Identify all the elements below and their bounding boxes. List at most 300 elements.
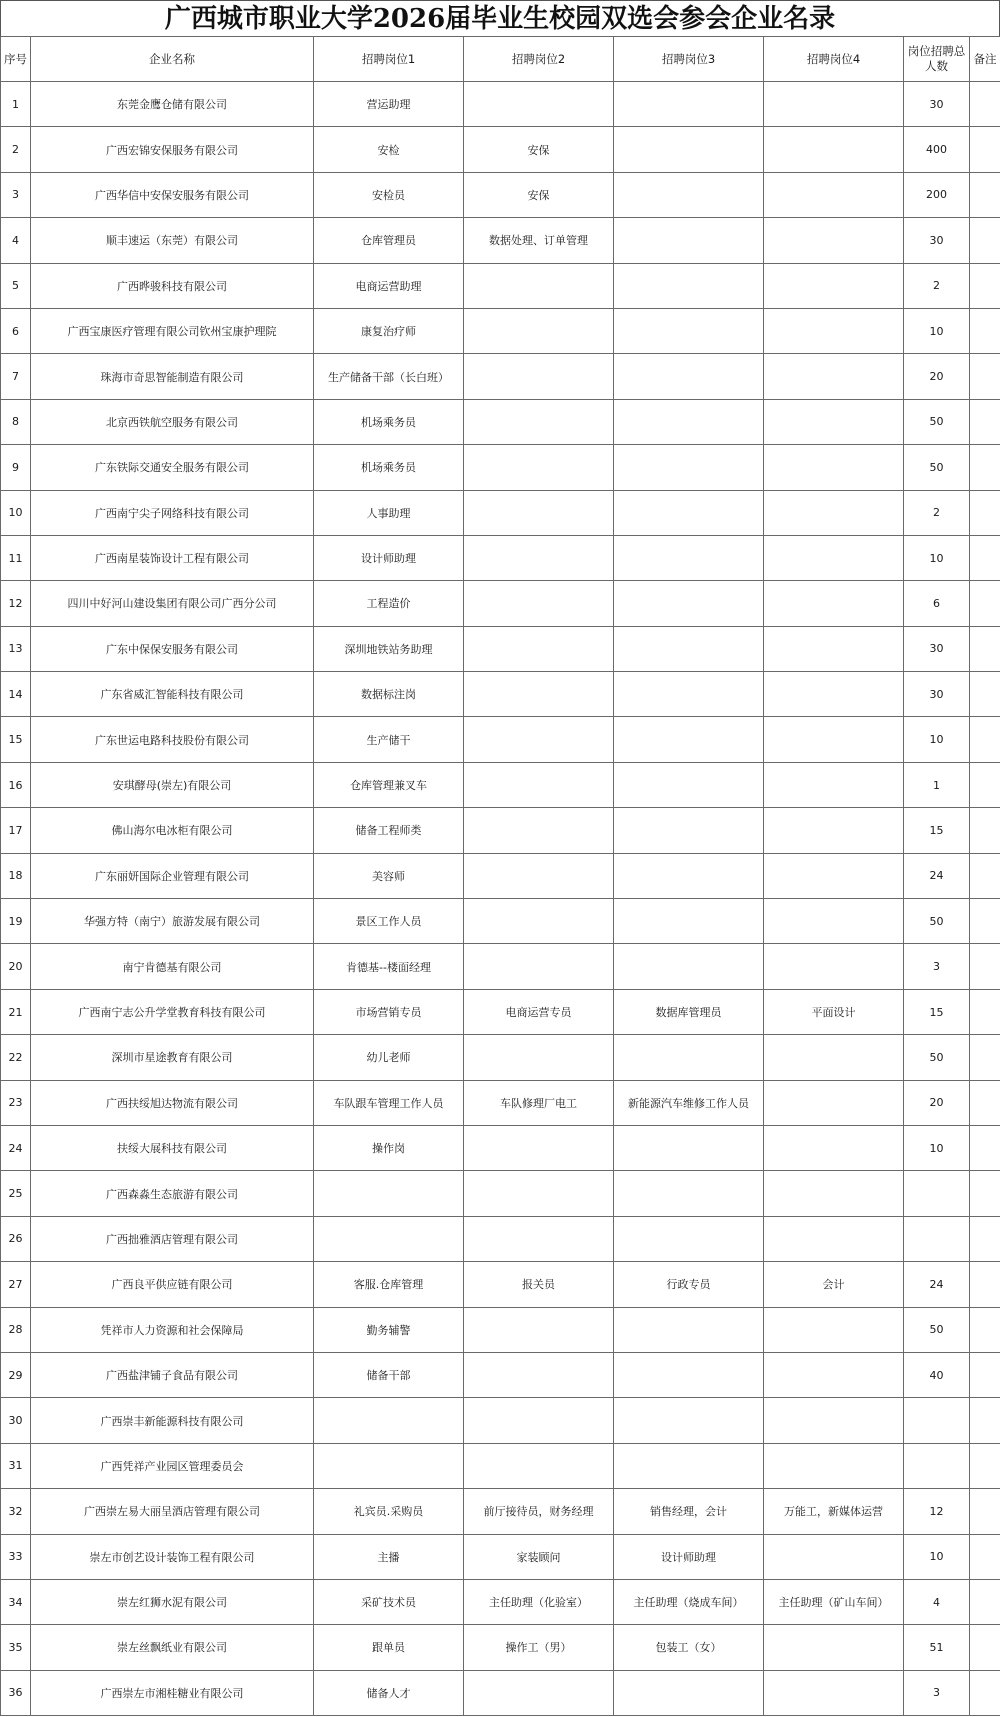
cell-job4: 主任助理（矿山车间）: [764, 1579, 904, 1624]
table-row: [1, 1670, 1000, 1715]
table-row: [1, 172, 1000, 217]
cell-job2: [464, 263, 614, 308]
header-job1: 招聘岗位1: [314, 37, 464, 82]
cell-job3: 新能源汽车维修工作人员: [614, 1080, 764, 1125]
cell-job4: [764, 218, 904, 263]
cell-job2: 主任助理（化验室）: [464, 1579, 614, 1624]
cell-no: 15: [1, 717, 31, 762]
header-note: 备注: [970, 37, 1000, 82]
cell-job2: 前厅接待员，财务经理: [464, 1489, 614, 1534]
cell-job2: [464, 1171, 614, 1216]
table-row: [1, 1443, 1000, 1488]
cell-note: [970, 1489, 1000, 1534]
cell-job2: [464, 581, 614, 626]
cell-job1: 安检: [314, 127, 464, 172]
cell-company: 佛山海尔电冰柜有限公司: [31, 808, 314, 853]
table-row: [1, 989, 1000, 1034]
cell-total: 20: [904, 354, 970, 399]
cell-no: 13: [1, 626, 31, 671]
cell-job2: [464, 1443, 614, 1488]
cell-job3: [614, 808, 764, 853]
cell-note: [970, 853, 1000, 898]
cell-job4: [764, 445, 904, 490]
cell-no: 34: [1, 1579, 31, 1624]
cell-job4: [764, 1035, 904, 1080]
cell-job2: [464, 82, 614, 127]
cell-job2: [464, 626, 614, 671]
cell-note: [970, 1125, 1000, 1170]
cell-note: [970, 172, 1000, 217]
cell-note: [970, 672, 1000, 717]
cell-job3: 销售经理，会计: [614, 1489, 764, 1534]
cell-job3: [614, 1125, 764, 1170]
cell-no: 28: [1, 1307, 31, 1352]
cell-job1: 生产储备干部（长白班）: [314, 354, 464, 399]
cell-job4: [764, 1080, 904, 1125]
cell-job1: 深圳地铁站务助理: [314, 626, 464, 671]
header-total: 岗位招聘总人数: [904, 37, 970, 82]
cell-job3: [614, 1670, 764, 1715]
cell-company: 顺丰速运（东莞）有限公司: [31, 218, 314, 263]
cell-note: [970, 944, 1000, 989]
cell-job3: [614, 354, 764, 399]
cell-job4: [764, 944, 904, 989]
cell-total: 15: [904, 808, 970, 853]
cell-no: 24: [1, 1125, 31, 1170]
cell-job2: [464, 762, 614, 807]
cell-job4: [764, 1534, 904, 1579]
cell-no: 14: [1, 672, 31, 717]
cell-total: 30: [904, 626, 970, 671]
cell-no: 29: [1, 1352, 31, 1397]
cell-job3: 设计师助理: [614, 1534, 764, 1579]
cell-job1: 机场乘务员: [314, 399, 464, 444]
header-no: 序号: [1, 37, 31, 82]
cell-job1: 车队跟车管理工作人员: [314, 1080, 464, 1125]
cell-job1: 工程造价: [314, 581, 464, 626]
cell-note: [970, 1534, 1000, 1579]
cell-job2: 车队修理厂电工: [464, 1080, 614, 1125]
cell-no: 26: [1, 1216, 31, 1261]
cell-total: 200: [904, 172, 970, 217]
cell-company: 广西晔骏科技有限公司: [31, 263, 314, 308]
table-row: [1, 672, 1000, 717]
cell-total: 50: [904, 1307, 970, 1352]
cell-job2: [464, 1216, 614, 1261]
cell-company: 四川中好河山建设集团有限公司广西分公司: [31, 581, 314, 626]
cell-company: 广西南宁志公升学堂教育科技有限公司: [31, 989, 314, 1034]
cell-job4: [764, 717, 904, 762]
cell-note: [970, 1307, 1000, 1352]
table-row: [1, 1398, 1000, 1443]
cell-note: [970, 1352, 1000, 1397]
cell-total: 20: [904, 1080, 970, 1125]
cell-job4: [764, 354, 904, 399]
cell-company: 广东铁际交通安全服务有限公司: [31, 445, 314, 490]
cell-note: [970, 127, 1000, 172]
cell-note: [970, 1670, 1000, 1715]
cell-total: 2: [904, 490, 970, 535]
company-table: [0, 36, 1000, 1716]
table-row: [1, 581, 1000, 626]
cell-no: 6: [1, 308, 31, 353]
cell-note: [970, 1171, 1000, 1216]
cell-total: 50: [904, 399, 970, 444]
cell-total: 10: [904, 308, 970, 353]
cell-company: 广东省威汇智能科技有限公司: [31, 672, 314, 717]
cell-company: 广东丽妍国际企业管理有限公司: [31, 853, 314, 898]
cell-job1: 营运助理: [314, 82, 464, 127]
cell-note: [970, 762, 1000, 807]
cell-no: 18: [1, 853, 31, 898]
cell-total: 1: [904, 762, 970, 807]
cell-job1: 美容师: [314, 853, 464, 898]
cell-job3: [614, 717, 764, 762]
cell-total: 50: [904, 1035, 970, 1080]
cell-note: [970, 626, 1000, 671]
cell-company: 北京西铁航空服务有限公司: [31, 399, 314, 444]
cell-note: [970, 218, 1000, 263]
cell-job3: [614, 899, 764, 944]
cell-job3: [614, 1443, 764, 1488]
cell-total: 50: [904, 445, 970, 490]
cell-job3: 主任助理（烧成车间）: [614, 1579, 764, 1624]
cell-job2: [464, 944, 614, 989]
cell-job2: [464, 399, 614, 444]
cell-total: 4: [904, 1579, 970, 1624]
cell-job1: 人事助理: [314, 490, 464, 535]
cell-job3: [614, 445, 764, 490]
cell-note: [970, 82, 1000, 127]
cell-no: 11: [1, 535, 31, 580]
cell-no: 30: [1, 1398, 31, 1443]
cell-company: 广西拙雅酒店管理有限公司: [31, 1216, 314, 1261]
cell-job3: [614, 172, 764, 217]
cell-note: [970, 1625, 1000, 1670]
cell-job1: 设计师助理: [314, 535, 464, 580]
cell-job4: [764, 535, 904, 580]
cell-no: 16: [1, 762, 31, 807]
cell-note: [970, 1035, 1000, 1080]
cell-job1: 仓库管理员: [314, 218, 464, 263]
cell-total: 10: [904, 1125, 970, 1170]
cell-job2: [464, 808, 614, 853]
cell-total: 30: [904, 218, 970, 263]
cell-job4: [764, 1670, 904, 1715]
table-row: [1, 1307, 1000, 1352]
cell-no: 21: [1, 989, 31, 1034]
cell-job1: 幼儿老师: [314, 1035, 464, 1080]
cell-note: [970, 1080, 1000, 1125]
cell-job2: 安保: [464, 172, 614, 217]
cell-job1: 客服.仓库管理: [314, 1262, 464, 1307]
table-row: [1, 1534, 1000, 1579]
cell-note: [970, 1443, 1000, 1488]
cell-no: 19: [1, 899, 31, 944]
header-job2: 招聘岗位2: [464, 37, 614, 82]
cell-job1: [314, 1398, 464, 1443]
cell-company: 广西南星装饰设计工程有限公司: [31, 535, 314, 580]
table-row: [1, 354, 1000, 399]
cell-job1: [314, 1171, 464, 1216]
cell-job3: [614, 762, 764, 807]
cell-job1: 机场乘务员: [314, 445, 464, 490]
table-row: [1, 127, 1000, 172]
cell-job4: [764, 263, 904, 308]
cell-total: 400: [904, 127, 970, 172]
cell-no: 3: [1, 172, 31, 217]
cell-job3: [614, 1352, 764, 1397]
cell-total: 2: [904, 263, 970, 308]
cell-job3: [614, 1216, 764, 1261]
cell-job3: [614, 581, 764, 626]
cell-company: 深圳市星途教育有限公司: [31, 1035, 314, 1080]
cell-total: 12: [904, 1489, 970, 1534]
page-title: 广西城市职业大学2026届毕业生校园双选会参会企业名录: [0, 0, 1000, 36]
cell-no: 9: [1, 445, 31, 490]
cell-company: 广西凭祥产业园区管理委员会: [31, 1443, 314, 1488]
cell-note: [970, 399, 1000, 444]
table-row: [1, 218, 1000, 263]
cell-job4: 平面设计: [764, 989, 904, 1034]
table-row: [1, 853, 1000, 898]
cell-job1: 储备干部: [314, 1352, 464, 1397]
cell-job4: [764, 1398, 904, 1443]
table-row: [1, 308, 1000, 353]
cell-company: 广西崇丰新能源科技有限公司: [31, 1398, 314, 1443]
cell-no: 22: [1, 1035, 31, 1080]
cell-total: 50: [904, 899, 970, 944]
cell-job2: [464, 354, 614, 399]
cell-job4: [764, 581, 904, 626]
cell-no: 12: [1, 581, 31, 626]
cell-job4: [764, 1443, 904, 1488]
cell-job4: 万能工，新媒体运营: [764, 1489, 904, 1534]
cell-total: 10: [904, 717, 970, 762]
cell-job1: 储备人才: [314, 1670, 464, 1715]
cell-company: 华强方特（南宁）旅游发展有限公司: [31, 899, 314, 944]
cell-job2: [464, 1352, 614, 1397]
cell-company: 广东世运电路科技股份有限公司: [31, 717, 314, 762]
cell-job2: [464, 1398, 614, 1443]
cell-job3: [614, 218, 764, 263]
cell-no: 7: [1, 354, 31, 399]
cell-job3: [614, 399, 764, 444]
header-job4: 招聘岗位4: [764, 37, 904, 82]
cell-job4: [764, 808, 904, 853]
cell-job4: [764, 82, 904, 127]
table-row: [1, 535, 1000, 580]
cell-company: 广西华信中安保安服务有限公司: [31, 172, 314, 217]
cell-job1: 勤务辅警: [314, 1307, 464, 1352]
cell-job4: [764, 1625, 904, 1670]
cell-job2: 电商运营专员: [464, 989, 614, 1034]
cell-job3: [614, 308, 764, 353]
cell-note: [970, 535, 1000, 580]
cell-job1: 操作岗: [314, 1125, 464, 1170]
cell-job3: [614, 1035, 764, 1080]
table-row: [1, 762, 1000, 807]
cell-job1: 储备工程师类: [314, 808, 464, 853]
table-row: [1, 82, 1000, 127]
cell-company: 广西良平供应链有限公司: [31, 1262, 314, 1307]
table-row: [1, 399, 1000, 444]
cell-job1: [314, 1443, 464, 1488]
cell-job1: 安检员: [314, 172, 464, 217]
cell-no: 32: [1, 1489, 31, 1534]
cell-company: 扶绥大展科技有限公司: [31, 1125, 314, 1170]
cell-job3: [614, 263, 764, 308]
cell-company: 广西盐津铺子食品有限公司: [31, 1352, 314, 1397]
cell-job4: [764, 308, 904, 353]
cell-note: [970, 1216, 1000, 1261]
cell-no: 8: [1, 399, 31, 444]
cell-total: 3: [904, 1670, 970, 1715]
cell-note: [970, 899, 1000, 944]
cell-job3: [614, 82, 764, 127]
cell-job4: [764, 853, 904, 898]
cell-job1: 景区工作人员: [314, 899, 464, 944]
cell-job1: 生产储干: [314, 717, 464, 762]
cell-note: [970, 581, 1000, 626]
cell-total: [904, 1171, 970, 1216]
cell-job3: [614, 626, 764, 671]
table-row: [1, 445, 1000, 490]
table-row: [1, 626, 1000, 671]
cell-job3: [614, 1171, 764, 1216]
cell-no: 2: [1, 127, 31, 172]
cell-company: 崇左丝飘纸业有限公司: [31, 1625, 314, 1670]
cell-note: [970, 308, 1000, 353]
table-row: [1, 1171, 1000, 1216]
cell-job3: [614, 853, 764, 898]
table-row: [1, 1216, 1000, 1261]
cell-no: 35: [1, 1625, 31, 1670]
cell-company: 广西崇左市湘桂糖业有限公司: [31, 1670, 314, 1715]
header-company: 企业名称: [31, 37, 314, 82]
cell-job1: 电商运营助理: [314, 263, 464, 308]
cell-company: 广西森淼生态旅游有限公司: [31, 1171, 314, 1216]
cell-no: 4: [1, 218, 31, 263]
cell-note: [970, 989, 1000, 1034]
cell-job3: 数据库管理员: [614, 989, 764, 1034]
table-row: [1, 1080, 1000, 1125]
table-row: [1, 808, 1000, 853]
cell-job1: 市场营销专员: [314, 989, 464, 1034]
cell-company: 广西崇左易大丽呈酒店管理有限公司: [31, 1489, 314, 1534]
cell-job4: [764, 172, 904, 217]
table-row: [1, 1125, 1000, 1170]
cell-note: [970, 717, 1000, 762]
cell-note: [970, 490, 1000, 535]
cell-note: [970, 1262, 1000, 1307]
cell-job1: 采矿技术员: [314, 1579, 464, 1624]
cell-job1: 礼宾员.采购员: [314, 1489, 464, 1534]
cell-company: 珠海市奇思智能制造有限公司: [31, 354, 314, 399]
cell-job3: [614, 490, 764, 535]
cell-job4: [764, 899, 904, 944]
cell-total: 10: [904, 1534, 970, 1579]
cell-no: 20: [1, 944, 31, 989]
cell-job1: 主播: [314, 1534, 464, 1579]
cell-job4: [764, 672, 904, 717]
cell-no: 23: [1, 1080, 31, 1125]
cell-job4: [764, 490, 904, 535]
cell-job1: 跟单员: [314, 1625, 464, 1670]
cell-job2: [464, 899, 614, 944]
cell-company: 凭祥市人力资源和社会保障局: [31, 1307, 314, 1352]
cell-total: 30: [904, 672, 970, 717]
cell-total: 24: [904, 853, 970, 898]
cell-no: 33: [1, 1534, 31, 1579]
cell-job2: 操作工（男）: [464, 1625, 614, 1670]
cell-company: 崇左红狮水泥有限公司: [31, 1579, 314, 1624]
cell-job2: [464, 1125, 614, 1170]
cell-no: 5: [1, 263, 31, 308]
cell-job2: [464, 445, 614, 490]
cell-no: 27: [1, 1262, 31, 1307]
table-row: [1, 1352, 1000, 1397]
cell-job3: [614, 944, 764, 989]
cell-total: 10: [904, 535, 970, 580]
cell-job4: [764, 399, 904, 444]
cell-no: 36: [1, 1670, 31, 1715]
cell-job2: 安保: [464, 127, 614, 172]
cell-job4: [764, 1216, 904, 1261]
cell-job3: [614, 672, 764, 717]
cell-job2: [464, 535, 614, 580]
cell-note: [970, 808, 1000, 853]
cell-total: [904, 1398, 970, 1443]
cell-no: 10: [1, 490, 31, 535]
cell-total: 51: [904, 1625, 970, 1670]
cell-job3: [614, 1398, 764, 1443]
cell-job4: [764, 1125, 904, 1170]
cell-job2: [464, 490, 614, 535]
cell-job2: [464, 717, 614, 762]
cell-note: [970, 263, 1000, 308]
cell-job2: 数据处理、订单管理: [464, 218, 614, 263]
table-row: [1, 1035, 1000, 1080]
cell-company: 安琪酵母(崇左)有限公司: [31, 762, 314, 807]
header-job3: 招聘岗位3: [614, 37, 764, 82]
cell-note: [970, 1579, 1000, 1624]
cell-company: 广西南宁尖子网络科技有限公司: [31, 490, 314, 535]
cell-job4: [764, 1171, 904, 1216]
cell-job2: 报关员: [464, 1262, 614, 1307]
cell-job3: [614, 127, 764, 172]
cell-no: 25: [1, 1171, 31, 1216]
cell-job4: 会计: [764, 1262, 904, 1307]
cell-job4: [764, 1307, 904, 1352]
cell-job2: 家装顾问: [464, 1534, 614, 1579]
cell-note: [970, 445, 1000, 490]
cell-company: 广西宝康医疗管理有限公司钦州宝康护理院: [31, 308, 314, 353]
cell-no: 31: [1, 1443, 31, 1488]
cell-job3: 行政专员: [614, 1262, 764, 1307]
cell-job4: [764, 626, 904, 671]
table-body: [1, 82, 1000, 1716]
cell-job3: [614, 1307, 764, 1352]
cell-total: 3: [904, 944, 970, 989]
cell-job2: [464, 853, 614, 898]
cell-note: [970, 1398, 1000, 1443]
cell-total: 30: [904, 82, 970, 127]
cell-job2: [464, 672, 614, 717]
cell-company: 南宁肯德基有限公司: [31, 944, 314, 989]
table-row: [1, 899, 1000, 944]
cell-job1: 肯德基--楼面经理: [314, 944, 464, 989]
